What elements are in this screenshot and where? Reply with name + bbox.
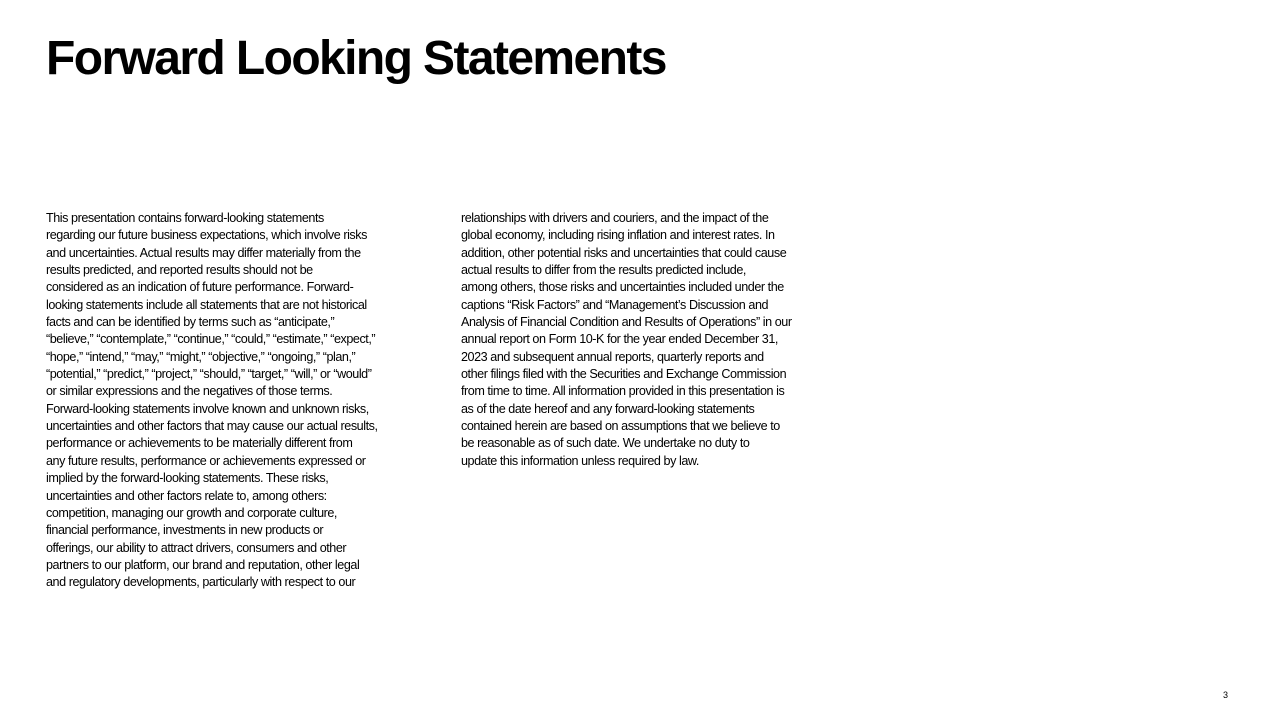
body-text-line: captions “Risk Factors” and “Management’s Discussion and	[461, 297, 769, 312]
right-text-column	[461, 210, 841, 470]
body-text-line: facts and can be identified by terms such as “anticipate,”	[46, 315, 335, 330]
body-text-line: “hope,” “intend,” “may,” “might,” “objective,” “ongoing,” “plan,”	[46, 349, 356, 364]
body-text-line: regarding our future business expectations, which involve risks	[46, 228, 367, 243]
body-text-line: addition, other potential risks and uncertainties that could cause	[461, 245, 787, 260]
body-text-line: implied by the forward-looking statements. These risks,	[46, 471, 329, 486]
body-text-line: “believe,” “contemplate,” “continue,” “could,” “estimate,” “expect,”	[46, 332, 376, 347]
body-text-line: competition, managing our growth and corporate culture,	[46, 505, 337, 520]
body-text-line: considered as an indication of future performance. Forward-	[46, 280, 354, 295]
body-text-line: financial performance, investments in new products or	[46, 523, 324, 538]
body-text-line: actual results to differ from the results predicted include,	[461, 263, 746, 278]
body-text-line: relationships with drivers and couriers, and the impact of the	[461, 211, 769, 225]
body-text-line: partners to our platform, our brand and reputation, other legal	[46, 557, 360, 572]
left-text-column	[46, 210, 426, 592]
body-text-line: This presentation contains forward-looking statements	[46, 211, 324, 225]
body-text-line: looking statements include all statements that are not historical	[46, 297, 367, 312]
body-text-line: annual report on Form 10-K for the year ended December 31,	[461, 332, 778, 347]
body-text-line: Analysis of Financial Condition and Results of Operations” in our	[461, 315, 792, 330]
page-number: 3	[1222, 690, 1228, 700]
body-text-line: and uncertainties. Actual results may differ materially from the	[46, 245, 361, 260]
body-text-line: performance or achievements to be materially different from	[46, 436, 353, 451]
body-text-line: results predicted, and reported results should not be	[46, 263, 313, 278]
body-text-line: any future results, performance or achievements expressed or	[46, 453, 366, 468]
body-text-line: uncertainties and other factors relate to, among others:	[46, 488, 327, 503]
body-text-line: contained herein are based on assumptions that we believe to	[461, 419, 780, 434]
body-text-line: from time to time. All information provided in this presentation is	[461, 384, 785, 399]
body-text-line: uncertainties and other factors that may cause our actual results,	[46, 419, 378, 434]
body-text-line: other filings filed with the Securities and Exchange Commission	[461, 367, 787, 382]
body-text-line: 2023 and subsequent annual reports, quarterly reports and	[461, 349, 764, 364]
body-text-line: or similar expressions and the negatives of those terms.	[46, 384, 333, 399]
body-text-line: among others, those risks and uncertainties included under the	[461, 280, 784, 295]
body-text-line: and regulatory developments, particularly with respect to our	[46, 575, 356, 590]
body-text-line: “potential,” “predict,” “project,” “should,” “target,” “will,” or “would”	[46, 367, 372, 382]
body-text-line: as of the date hereof and any forward-looking statements	[461, 401, 755, 416]
slide-title: Forward Looking Statements	[46, 32, 666, 85]
body-text-line: offerings, our ability to attract drivers, consumers and other	[46, 540, 347, 555]
body-text-line: global economy, including rising inflation and interest rates. In	[461, 228, 775, 243]
body-text-line: update this information unless required by law.	[461, 453, 699, 468]
body-text-line: Forward-looking statements involve known and unknown risks,	[46, 401, 369, 416]
body-text-line: be reasonable as of such date. We undertake no duty to	[461, 436, 750, 451]
